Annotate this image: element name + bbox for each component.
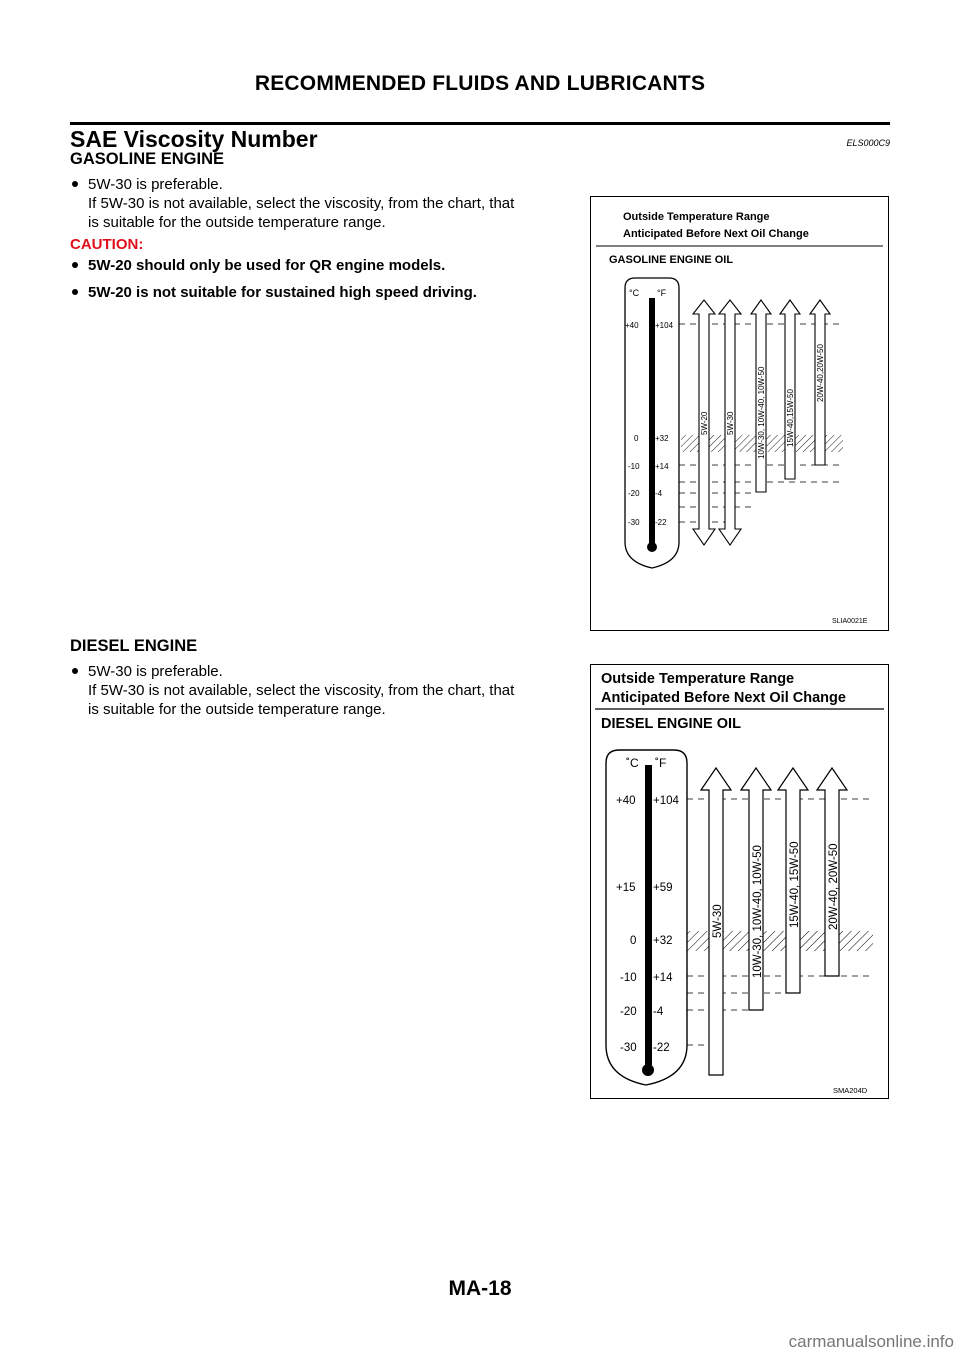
- gasoline-oil-chart: [591, 197, 888, 630]
- scale-f-label: +32: [653, 935, 673, 947]
- scale-f-label: -4: [655, 489, 663, 498]
- diesel-bullet: [70, 662, 582, 719]
- unit-celsius: °C: [629, 288, 640, 298]
- scale-c-label: -10: [620, 972, 637, 984]
- scale-c-label: -10: [628, 462, 640, 471]
- scale-c-label: +15: [616, 882, 636, 894]
- figure-header-line2: Anticipated Before Next Oil Change: [601, 690, 846, 706]
- scale-f-label: +14: [653, 972, 673, 984]
- diesel-bullets: [70, 662, 582, 719]
- scale-f-label: -22: [655, 518, 667, 527]
- scale-f-label: +14: [655, 462, 669, 471]
- thermometer-bulb: [642, 1064, 654, 1076]
- figure-header-line1: Outside Temperature Range: [623, 211, 770, 223]
- unit-celsius: ˚C: [626, 756, 639, 770]
- bullet-line: 5W-30 is preferable.: [88, 663, 223, 680]
- grade-label: 10W-30, 10W-40, 10W-50: [757, 366, 766, 459]
- grade-label: 20W-40,20W-50: [816, 344, 825, 402]
- section-title: SAE Viscosity Number: [70, 126, 318, 152]
- figure-code: SLIA0021E: [832, 618, 868, 625]
- scale-f-label: +104: [655, 321, 674, 330]
- figure-subtitle: GASOLINE ENGINE OIL: [609, 254, 734, 266]
- caution-list: [70, 256, 582, 302]
- page-header-title: RECOMMENDED FLUIDS AND LUBRICANTS: [254, 72, 706, 95]
- bullet-line: is suitable for the outside temperature range.: [88, 214, 386, 231]
- grade-label: 15W-40, 15W-50: [789, 841, 801, 928]
- scale-f-label: +32: [655, 434, 669, 443]
- grade-label: 15W-40,15W-50: [786, 389, 795, 447]
- figure-header-line2: Anticipated Before Next Oil Change: [623, 228, 809, 240]
- gasoline-bullet: [70, 175, 582, 232]
- scale-c-label: +40: [625, 321, 639, 330]
- bullet-line: 5W-30 is preferable.: [88, 176, 223, 193]
- diesel-oil-chart: [591, 665, 888, 1098]
- watermark: carmanualsonline.info: [788, 1332, 954, 1351]
- scale-f-label: +59: [653, 882, 673, 894]
- caution-label: CAUTION:: [70, 236, 144, 253]
- grade-label: 20W-40, 20W-50: [828, 843, 840, 930]
- scale-f-label: -4: [653, 1006, 664, 1018]
- scale-c-label: -30: [620, 1042, 637, 1054]
- grade-label: 5W-30: [726, 411, 735, 435]
- thermometer-column: [645, 765, 652, 1065]
- diesel-heading: DIESEL ENGINE: [70, 637, 198, 655]
- unit-fahrenheit: °F: [657, 288, 667, 298]
- scale-c-label: 0: [630, 935, 637, 947]
- section-code: ELS000C9: [846, 138, 890, 148]
- page-number: MA-18: [448, 1277, 512, 1300]
- figure-code: SMA204D: [833, 1086, 868, 1095]
- diesel-oil-chart-figure: [590, 664, 889, 1099]
- scale-c-label: 0: [634, 434, 639, 443]
- thermometer-bulb: [647, 542, 657, 552]
- caution-item: 5W-20 is not suitable for sustained high speed driving.: [70, 283, 582, 302]
- gasoline-bullets: [70, 175, 582, 232]
- scale-c-label: +40: [616, 795, 636, 807]
- gasoline-heading: GASOLINE ENGINE: [70, 150, 225, 168]
- grade-label: 5W-30: [712, 904, 724, 938]
- scale-c-label: -20: [628, 489, 640, 498]
- scale-c-label: -20: [620, 1006, 637, 1018]
- bullet-line: is suitable for the outside temperature range.: [88, 701, 386, 718]
- thermometer-column: [649, 298, 655, 544]
- bullet-line: If 5W-30 is not available, select the viscosity, from the chart, that: [88, 682, 515, 699]
- figure-subtitle: DIESEL ENGINE OIL: [601, 716, 741, 732]
- grade-label: 5W-20: [700, 411, 709, 435]
- scale-f-label: +104: [653, 795, 679, 807]
- scale-c-label: -30: [628, 518, 640, 527]
- scale-f-label: -22: [653, 1042, 670, 1054]
- gasoline-oil-chart-figure: [590, 196, 889, 631]
- unit-fahrenheit: ˚F: [655, 756, 667, 770]
- caution-item: 5W-20 should only be used for QR engine models.: [70, 256, 582, 275]
- bullet-line: If 5W-30 is not available, select the viscosity, from the chart, that: [88, 195, 515, 212]
- header-rule: [70, 122, 890, 125]
- grade-label: 10W-30, 10W-40, 10W-50: [752, 845, 764, 978]
- figure-header-line1: Outside Temperature Range: [601, 671, 795, 687]
